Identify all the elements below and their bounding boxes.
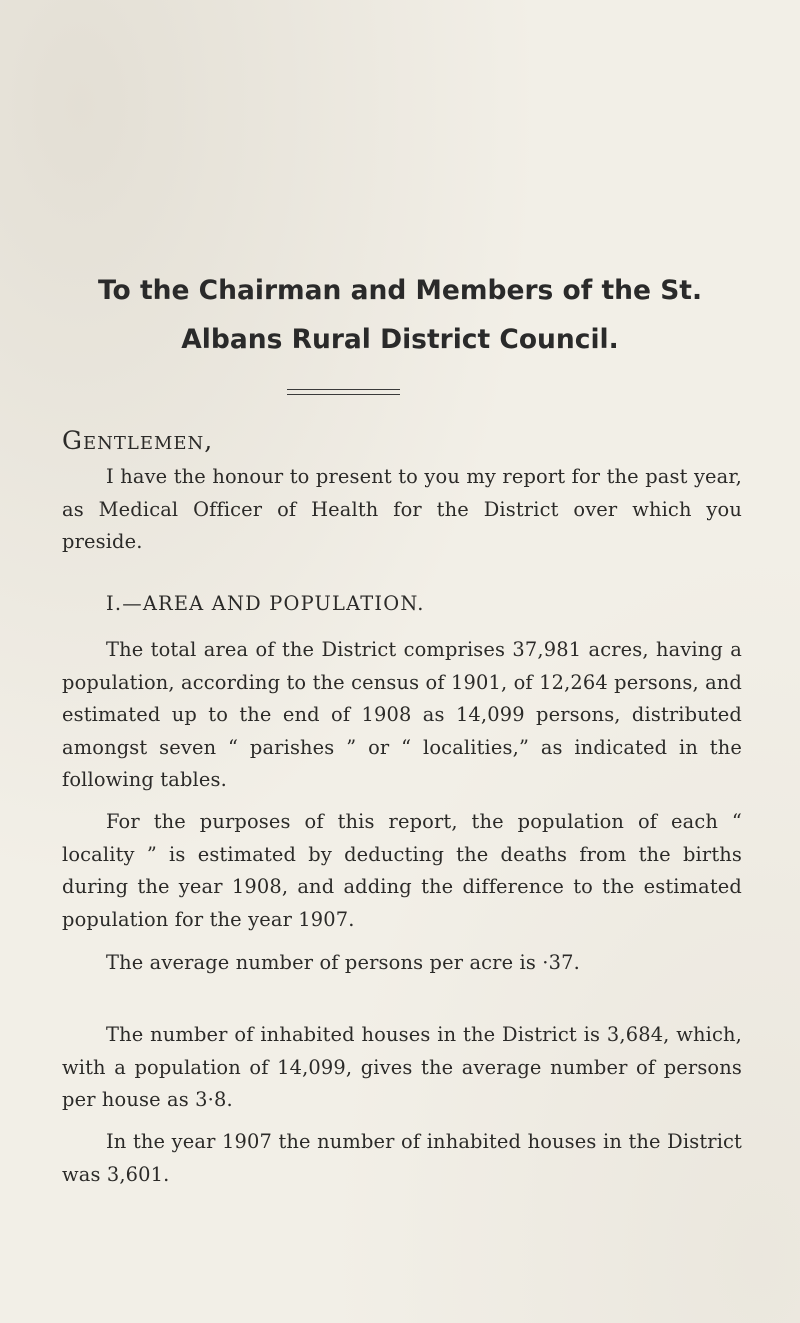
paragraph-density: The average number of persons per acre is ·37.	[106, 951, 580, 974]
salutation: Gentlemen,	[62, 426, 214, 455]
section-heading: I.—AREA AND POPULATION.	[106, 592, 425, 615]
report-title: To the Chairman and Members of the St. Albans Rural District Council.	[97, 275, 703, 355]
paragraph-houses: The number of inhabited houses in the District is 3,684, which, with a population of 14,099, gives the average number of persons per house as 3·8.	[62, 1023, 742, 1111]
paragraph-area: The total area of the District comprises 37,981 acres, having a population, according to the census of 1901, of 12,264 persons, and estimated up to the end of 1908 as 14,099 persons, distributed amongst seven “ parishes ” or “ localities,” as indicated in the following tables.	[62, 638, 742, 791]
paragraph-houses-1907: In the year 1907 the number of inhabited houses in the District was 3,601.	[62, 1130, 742, 1186]
double-rule-divider	[287, 389, 400, 395]
paragraph-population-method: For the purposes of this report, the population of each “ locality ” is estimated by deducting the deaths from the births during the year 1908, and adding the difference to the estimated population for the year 1907.	[62, 810, 742, 931]
intro-paragraph: I have the honour to present to you my report for the past year, as Medical Officer of Health for the District over which you preside.	[62, 465, 742, 553]
